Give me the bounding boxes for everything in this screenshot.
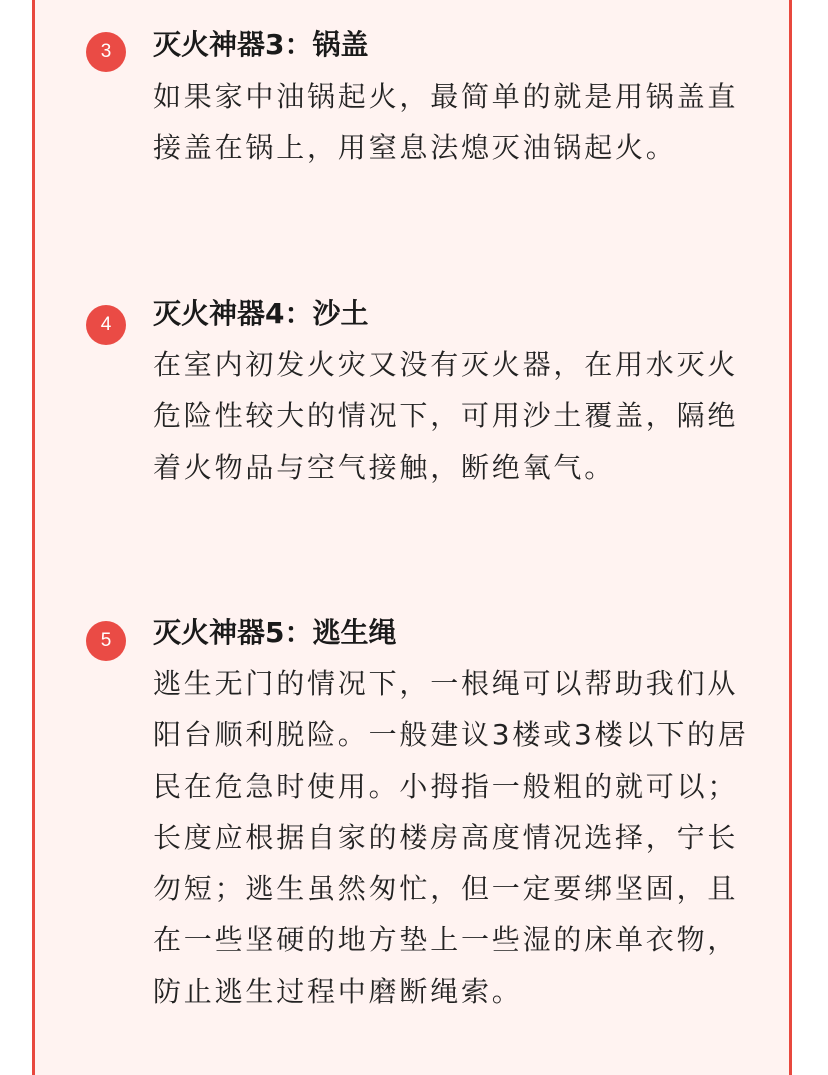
item-title: 灭火神器5：逃生绳 xyxy=(153,616,397,649)
item-title: 灭火神器3：锅盖 xyxy=(153,28,369,61)
number-badge: 4 xyxy=(86,305,126,345)
number-badge: 3 xyxy=(86,32,126,72)
number-badge: 5 xyxy=(86,621,126,661)
item-body: 如果家中油锅起火，最简单的就是用锅盖直接盖在锅上，用窒息法熄灭油锅起火。 xyxy=(153,80,739,165)
item-body: 逃生无门的情况下，一根绳可以帮助我们从阳台顺利脱险。一般建议3楼或3楼以下的居民在危急时使用。小拇指一般粗的就可以；长度应根据自家的楼房高度情况选择，宁长勿短；逃生虽然匆忙，但一定要绑坚固，且在一些坚硬的地方垫上一些湿的床单衣物，防止逃生过程中磨断绳索。 xyxy=(153,667,749,1008)
content-card xyxy=(32,0,792,1075)
item-title: 灭火神器4：沙土 xyxy=(153,297,369,330)
item-body: 在室内初发火灾又没有灭火器，在用水灭火危险性较大的情况下，可用沙土覆盖，隔绝着火物品与空气接触，断绝氧气。 xyxy=(153,348,739,484)
